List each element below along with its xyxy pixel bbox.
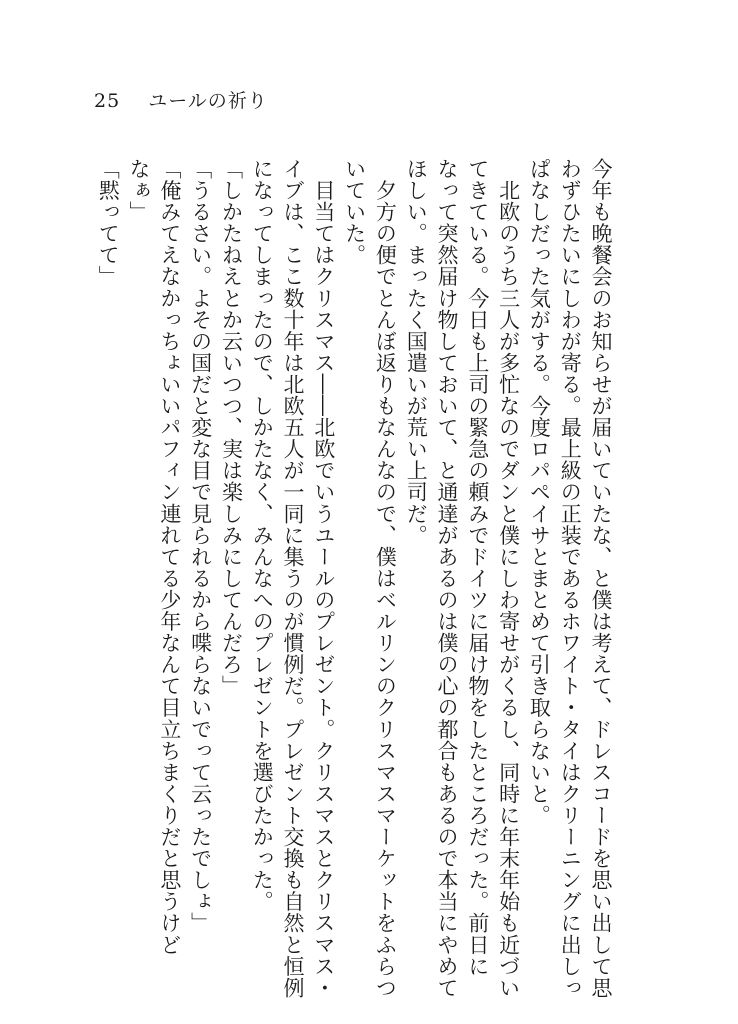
text-line: ほしい。まったく国遣いが荒い上司だ。 [404,158,429,546]
text-line: 「うるさい。よその国だと変な目で見られるから喋らないでって云ったでしょ」 [188,158,213,934]
text-line: 目当てはクリスマス――北欧でいうユールのプレゼント。クリスマスとクリスマス・ [311,158,336,999]
text-line: 「しかたねえとか云いつつ、実は楽しみにしてんだろ」 [219,158,244,697]
text-line: 「黙ってて」 [96,158,121,288]
text-line: イブは、ここ数十年は北欧五人が一同に集うのが慣例だ。プレゼント交換も自然と恒例 [281,158,306,999]
text-line: なって突然届け物しておいて、と通達があるのは僕の心の都合もあるので本当にやめて [435,158,460,999]
chapter-title: ユールの祈り [148,90,268,112]
text-line: 夕方の便でとんぼ返りもなんなので、僕はベルリンのクリスマスマーケットをふらつ [373,158,398,999]
text-line: 北欧のうち三人が多忙なのでダンと僕にしわ寄せがくるし、同時に年末年始も近づい [496,158,521,999]
text-line: いていた。 [342,158,367,266]
text-line: なぁ」 [127,158,152,223]
page-number: 25 [94,90,121,112]
text-line: になってしまったので、しかたなく、みんなへのプレゼントを選びたかった。 [250,158,275,913]
text-line: わずひたいにしわが寄る。最上級の正装であるホワイト・タイはクリーニングに出しっ [558,158,583,999]
text-line: 今年も晩餐会のお知らせが届いていたな、と僕は考えて、ドレスコードを思い出して思 [589,158,613,999]
text-line: 「俺みてえなかっちょいいパフィン連れてる少年なんて目立ちまくりだと思うけど [157,158,182,956]
vertical-body-text [92,158,616,999]
page-header [94,86,268,113]
text-line: てきている。今日も上司の緊急の頼みでドイツに届け物をしたところだった。前日に [465,158,490,977]
text-line: ぱなしだった気がする。今度ロパペイサとまとめて引き取らないと。 [527,158,552,827]
